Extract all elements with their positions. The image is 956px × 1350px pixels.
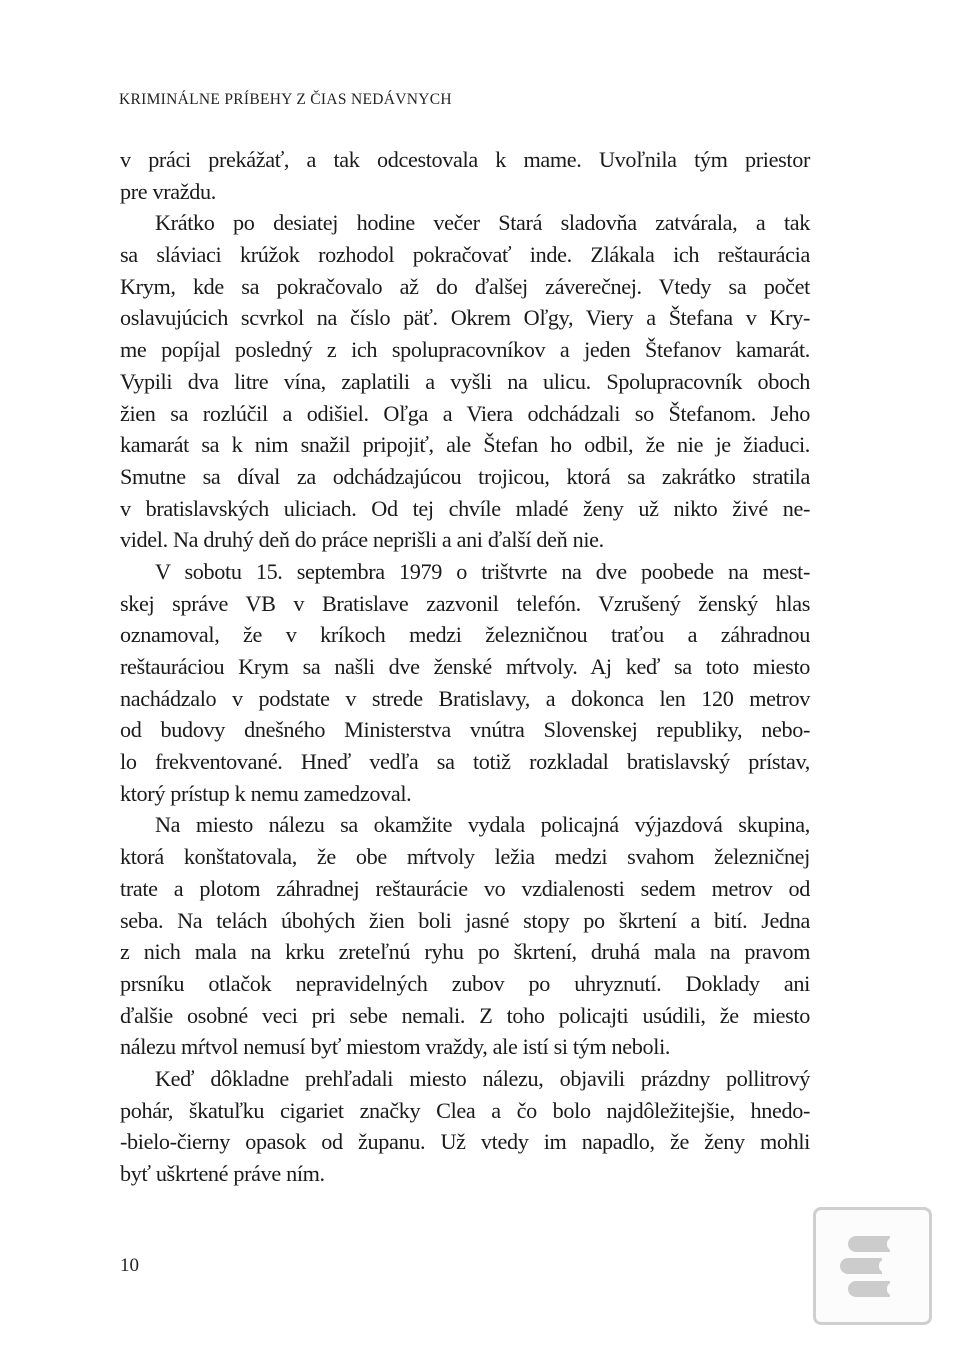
text-line: od budovy dnešného Ministerstva vnútra Slovenskej republiky, nebo-	[120, 717, 810, 743]
text-line: seba. Na telách úbohých žien boli jasné stopy po škrtení a bití. Jedna	[120, 907, 810, 933]
text-line: V sobotu 15. septembra 1979 o trištvrte na dve poobede na mest-	[155, 558, 810, 584]
text-line: z nich mala na krku zreteľnú ryhu po škrtení, druhá mala na pravom	[120, 939, 810, 965]
text-line: pre vraždu.	[120, 178, 216, 204]
text-line: reštauráciou Krym sa našli dve ženské mŕtvoly. Aj keď sa toto miesto	[120, 654, 810, 679]
text-line: v práci prekážať, a tak odcestovala k mame. Uvoľnila tým priestor	[120, 147, 810, 172]
page-number: 10	[120, 1255, 139, 1276]
book-spine-icon	[848, 1281, 890, 1297]
text-line: Krym, kde sa pokračovalo až do ďalšej záverečnej. Vtedy sa počet	[120, 273, 810, 299]
text-line: nálezu mŕtvol nemusí byť miestom vraždy, ale istí si tým neboli.	[120, 1034, 671, 1060]
text-line: Smutne sa díval za odchádzajúcou trojicou, ktorá sa zakrátko stratila	[120, 463, 810, 489]
text-line: nachádzalo v podstate v strede Bratislavy, a dokonca len 120 metrov	[120, 685, 810, 711]
text-line: videl. Na druhý deň do práce neprišli a ani ďalší deň nie.	[120, 527, 604, 553]
running-head: KRIMINÁLNE PRÍBEHY Z ČIAS NEDÁVNYCH	[119, 91, 452, 108]
text-line: Na miesto nálezu sa okamžite vydala policajná výjazdová skupina,	[155, 812, 810, 838]
body-text	[120, 144, 810, 1190]
text-line: Keď dôkladne prehľadali miesto nálezu, objavili prázdny pollitrový	[155, 1065, 810, 1091]
book-spine-icon	[840, 1258, 882, 1274]
text-line: byť uškrtené práve ním.	[120, 1161, 325, 1186]
books-icon	[813, 1207, 932, 1325]
text-line: prsníku otlačok nepravidelných zubov po uhryznutí. Doklady ani	[120, 970, 810, 996]
text-line: skej správe VB v Bratislave zazvonil telefón. Vzrušený ženský hlas	[120, 590, 810, 616]
text-line: žien sa rozlúčil a odišiel. Oľga a Viera odchádzali so Štefanom. Jeho	[120, 400, 810, 426]
text-line: v bratislavských uliciach. Od tej chvíle mladé ženy už nikto živé ne-	[120, 495, 810, 521]
text-line: ktorá konštatovala, že obe mŕtvoly ležia medzi svahom železničnej	[120, 844, 810, 870]
text-line: ďalšie osobné veci pri sebe nemali. Z toho policajti usúdili, že miesto	[120, 1002, 810, 1028]
text-line: ktorý prístup k nemu zamedzoval.	[120, 780, 412, 806]
text-line: sa sláviaci krúžok rozhodol pokračovať inde. Zlákala ich reštaurácia	[120, 242, 810, 268]
text-line: oznamoval, že v kríkoch medzi železničnou traťou a záhradnou	[120, 622, 810, 648]
text-line: Vypili dva litre vína, zaplatili a vyšli na ulicu. Spolupracovník oboch	[120, 368, 810, 394]
book-spine-icon	[848, 1236, 890, 1252]
text-line: Krátko po desiatej hodine večer Stará sladovňa zatvárala, a tak	[155, 210, 810, 236]
text-line: oslavujúcich scvrkol na číslo päť. Okrem Oľgy, Viery a Štefana v Kry-	[120, 305, 810, 331]
text-line: kamarát sa k nim snažil pripojiť, ale Štefan ho odbil, že nie je žiaduci.	[120, 432, 810, 458]
text-line: pohár, škatuľku cigariet značky Clea a čo bolo najdôležitejšie, hnedo-	[120, 1097, 810, 1123]
text-line: trate a plotom záhradnej reštaurácie vo vzdialenosti sedem metrov od	[120, 875, 810, 901]
text-line: me popíjal posledný z ich spolupracovníkov a jeden Štefanov kamarát.	[120, 337, 810, 363]
text-line: lo frekventované. Hneď vedľa sa totiž rozkladal bratislavský prístav,	[120, 749, 810, 775]
text-line: -bielo-čierny opasok od županu. Už vtedy im napadlo, že ženy mohli	[120, 1129, 810, 1155]
